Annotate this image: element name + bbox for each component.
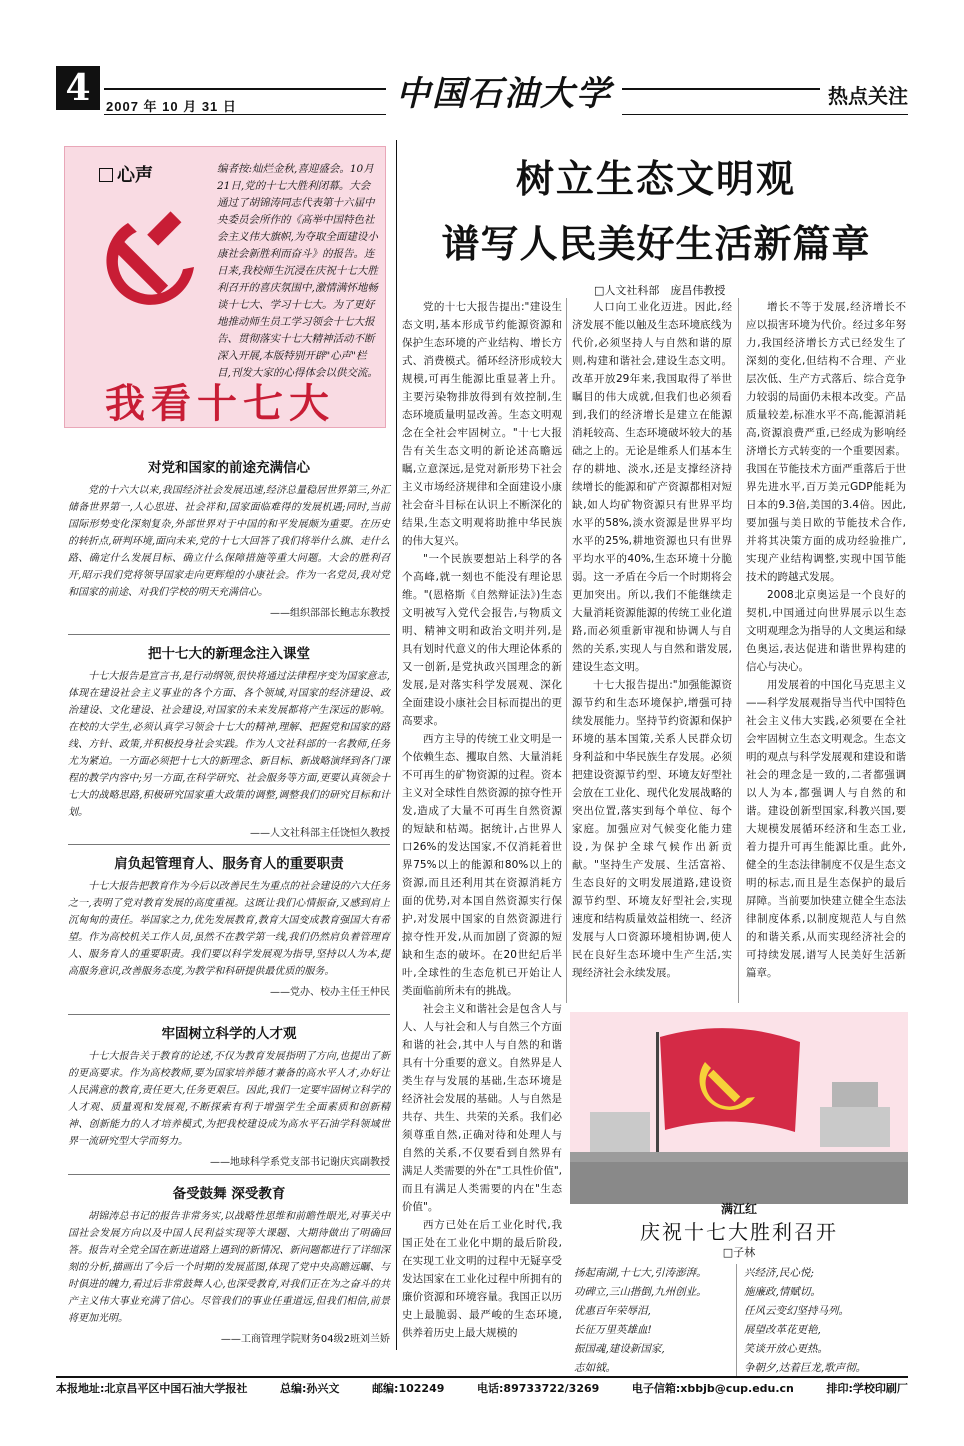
page-header (56, 66, 908, 122)
article-4 (68, 1022, 390, 1172)
issue-date: 2007 年 10 月 31 日 (106, 99, 237, 114)
article-body: 胡锦涛总书记的报告非常务实,以战略性思维和前瞻性眼光,对事关中国社会发展方向以及中国人民利益实现等大课题、大期待做出了明确回答。报告对全党全国在新进道路上遇到的新情况、新问题都进行了详细深刻的分析,描画出了今后一个时期的发展蓝图,体现了党中央高瞻远瞩、与时俱进的魄力,看过后非常鼓舞人心,也深受教育,对我们正在为之奋斗的共产主义伟大事业充满了信心。尽管我们的事业任重道远,但我们相信,前景将更加光明。 (68, 1211, 390, 1324)
column-name: 心声 (117, 165, 153, 186)
article-title: 备受鼓舞 深受教育 (172, 1186, 286, 1202)
poem-line: 优惠百年荣辱泪, (574, 1305, 651, 1317)
paragraph: 2008北京奥运是一个良好的契机,中国通过向世界展示以生态文明观理念为指导的人文奥运和绿色奥运,表达促进和谐世界构建的信心与决心。 (746, 589, 906, 673)
column-rule (396, 140, 397, 1350)
footer-rule (56, 1376, 908, 1378)
paragraph: 党的十七大报告提出:"建设生态文明,基本形成节约能源资源和保护生态环境的产业结构、增长方式、消费模式。循环经济形成较大规模,可再生能源比重显著上升。主要污染物排放得到有效控制,生态环境质量明显改善。生态文明观念在全社会牢固树立。"十七大报告有关生态文明的新论述高瞻远瞩,立意深远,是党对新形势下社会主义市场经济规律和全面建设小康社会奋斗目标在认识上不断深化的结果,生态文明观将助推中华民族的伟大复兴。 (402, 301, 562, 547)
hammer-sickle-icon (95, 201, 205, 311)
body-column-2 (572, 298, 732, 1003)
poem-lines-right (744, 1264, 866, 1378)
poem-line: 争朝夕,达着巨龙,歌声彻。 (744, 1362, 867, 1374)
section-tag: 热点关注 (820, 80, 908, 109)
paragraph: "一个民族要想站上科学的各个高峰,就一刻也不能没有理论思维。"(恩格斯《自然辩证法》)生态文明被写入党代会报告,与物质文明、精神文明和政治文明并列,是具有划时代意义的伟大理论体系的又一创新,是党执政兴国理念的新发展,是对落实科学发展观、深化全面建设小康社会目标而提出的更高要求。 (402, 553, 562, 727)
paragraph: 用发展着的中国化马克思主义——科学发展观指导当代中国特色社会主义伟大实践,必须要在全社会牢固树立生态文明观念。生态文明的观点与科学发展观和建设和谐社会的理念是一致的,二者都强调以人为本,都强调人与自然的和谐。建设创新型国家,科教兴国,要大规模发展循环经济和生态工业,着力提升可再生能源比重。此外,健全的生态法律制度不仅是生态文明的标志,而且是生态保护的最后屏障。当前要加快建立健全生态法律制度体系,以制度规范人与自然的和谐关系,从而实现经济社会的可持续发展,谱写人民美好生活新篇章。 (746, 679, 906, 979)
article-body: 十七大报告把教育作为今后以改善民生为重点的社会建设的六大任务之一,表明了党对教育发展的高度重视。这既让我们心情振奋,又感到肩上沉甸甸的责任。举国家之力,优先发展教育,教育大国变成教育强国大有希望。作为高校机关工作人员,虽然不在教学第一线,我们仍然肩负着管理育人、服务育人的重要职责。我们要以科学发展观为指导,坚持以人为本,提高服务意识,改善服务态度,为教学和科研提供最优质的服务。 (68, 881, 390, 977)
article-title: 牢固树立科学的人才观 (161, 1026, 297, 1042)
masthead: 中国石油大学 (386, 66, 622, 115)
article-3 (68, 852, 390, 1002)
poem-author: □子林 (722, 1246, 756, 1259)
article-signature: ——地球科学系党支部书记谢庆宾副教授 (210, 1157, 390, 1168)
page-footer (56, 1380, 908, 1396)
poem-line: 志如钺。 (574, 1362, 616, 1374)
feature-title: 我看十七大 (105, 380, 335, 427)
column-title (99, 161, 153, 187)
editor-note: 编者按:灿烂金秋,喜迎盛会。10月21日,党的十七大胜利闭幕。大会通过了胡锦涛同志代表第十六届中央委员会所作的《高举中国特色社会主义伟大旗帜,为夺取全面建设小康社会新胜利而奋斗》的报告。连日来,我校师生沉浸在庆祝十七大胜利召开的喜庆氛围中,激情满怀地畅谈十七大、学习十七大。为了更好地推动师生员工学习领会十七大报告、贯彻落实十七大精神活动不断深入开展,本版特别开辟"心声"栏目,刊发大家的心得体会以供交流。 (217, 163, 378, 379)
paragraph: 增长不等于发展,经济增长不应以损害环境为代价。经过多年努力,我国经济增长方式已经发生了深刻的变化,但结构不合理、产业层次低、生产方式落后、综合竞争力较弱的局面仍未根本改变。产品质量较差,标准水平不高,能源消耗高,资源浪费严重,已经成为影响经济增长方式转变的一个重要因素。我国在节能技术方面严重落后于世界先进水平,百万美元GDP能耗为日本的9.3倍,美国的3.4倍。因此,要加强与美日欧的节能技术合作,并将其决策方面的成功经验推广,实现产业结构调整,实现中国节能技术的跨越式发展。 (746, 301, 906, 583)
footer-postcode: 邮编:102249 (372, 1382, 445, 1395)
paragraph: 社会主义和谐社会是包含人与人、人与社会和人与自然三个方面和谐的社会,其中人与自然的和谐具有十分重要的意义。自然界是人类生存与发展的基础,生态环境是经济社会发展的基础。人与自然是共存、共生、共荣的关系。我们必须尊重自然,正确对待和处理人与自然的关系,不仅要看到自然界有满足人类需要的外在"工具性价值",而且有满足人类需要的内在"生态价值"。 (402, 1003, 562, 1213)
poem-line: 扬起南湖,十七大,引涛澎湃。 (574, 1267, 707, 1279)
paragraph: 西方主导的传统工业文明是一个依赖生态、攫取自然、大量消耗不可再生的矿物资源的过程。资本主义对全球性自然资源的掠夺性开发,造成了大量不可再生自然资源的短缺和枯竭。据统计,占世界人口26%的发达国家,不仅消耗着世界75%以上的能源和80%以上的资源,而且还利用其在资源消耗方面的优势,对本国自然资源实行保护,对发展中国家的自然资源进行掠夺性开发,从而加剧了资源的短缺和生态的破坏。在20世纪后半叶,全球性的生态危机已开始让人类面临前所未有的挑战。 (402, 733, 562, 997)
left-column (56, 140, 394, 1350)
article-title: 对党和国家的前途充满信心 (148, 460, 310, 476)
poem-lines-left (574, 1264, 707, 1378)
body-column-3 (746, 298, 906, 1003)
article-signature: ——组织部部长鲍志东教授 (270, 608, 390, 619)
poem-line: 任风云变幻坚持马列。 (744, 1305, 849, 1317)
poem-line: 笑谈开放心更热。 (744, 1343, 828, 1355)
article-divider (68, 1174, 390, 1175)
paragraph: 十七大报告提出:"加强能源资源节约和生态环境保护,增强可持续发展能力。坚持节约资源和保护环境的基本国策,关系人民群众切身利益和中华民族生存发展。必须把建设资源节约型、环境友好型社会放在工业化、现代化发展战略的突出位置,落实到每个单位、每个家庭。加强应对气候变化能力建设,为保护全球气候作出新贡献。"坚持生产发展、生活富裕、生态良好的文明发展道路,建设资源节约型、环境友好型社会,实现速度和结构质量效益相统一、经济发展与人口资源环境相协调,使人民在良好生态环境中生产生活,实现经济社会永续发展。 (572, 679, 732, 979)
article-divider (68, 844, 390, 845)
article-title: 把十七大的新理念注入课堂 (148, 646, 310, 662)
article-body: 十七大报告是宣言书,是行动纲领,很快将通过法律程序变为国家意志,体现在建设社会主义事业的各个方面、各个领域,对国家的经济建设、政治建设、文化建设、社会建设,对国家的未来发展都将产生深远的影响。在校的大学生,必须认真学习领会十七大的精神,理解、把握党和国家的路线、方针、政策,并积极投身社会实践。作为人文社科部的一名教师,任务尤为紧迫。一方面必须把十七大的新理念、新目标、新战略演绎到各门课程的教学内容中;另一方面,在科学研究、社会服务等方面,更要认真领会十七大的战略思路,积极研究国家重大政策的调整,调整我们的研究目标和计划。 (68, 671, 390, 818)
article-signature: ——党办、校办主任王仲民 (270, 987, 390, 998)
body-column-1 (402, 298, 562, 1373)
paragraph: 人口向工业化迈进。因此,经济发展不能以触及生态环境底线为代价,必须坚持人与自然和谐的原则,构建和谐社会,建设生态文明。改革开放29年来,我国取得了举世瞩目的伟大成就,但我们也必须看到,我们的经济增长是建立在能源消耗较高、生态环境破坏较大的基础之上的。无论是维系人们基本生存的耕地、淡水,还是支撑经济持续增长的能源和矿产资源都相对短缺,如人均矿物资源只有世界平均水平的58%,淡水资源是世界平均水平的25%,耕地资源也只有世界平均水平的40%,生态环境十分脆弱。这一矛盾在今后一个时期将会更加突出。所以,我们不能继续走大量消耗资源能源的传统工业化道路,而必须重新审视和协调人与自然的关系,实现人与自然和谐发展,建设生态文明。 (572, 301, 732, 673)
poem-line: 展望改革花更艳, (744, 1324, 821, 1336)
poem-divider (736, 1264, 737, 1376)
article-1 (68, 456, 390, 623)
poem-line: 功碑立,三山揩倒,九州创业。 (574, 1286, 707, 1298)
feature-box (64, 146, 386, 428)
column-divider (738, 298, 739, 1003)
article-2 (68, 642, 390, 843)
article-body: 十七大报告关于教育的论述,不仅为教育发展指明了方向,也提出了新的更高要求。作为高校教师,要为国家培养德才兼备的高水平人才,办好让人民满意的教育,责任更大,任务更艰巨。因此,我们一定要牢固树立科学的人才观、质量观和发展观,不断探索有利于增强学生全面素质和创新精神、创新能力的人才培养模式,为把我校建设成为高水平石油学科领域世界一流研究型大学而努力。 (68, 1051, 390, 1147)
column-divider (566, 298, 567, 1003)
poem-form: 满江红 (720, 1202, 757, 1216)
article-signature: ——工商管理学院财务04级2班刘兰娇 (220, 1334, 390, 1345)
byline: □人文社科部 庞昌伟教授 (594, 284, 726, 297)
article-body: 党的十六大以来,我国经济社会发展迅速,经济总量稳居世界第三,外汇储备世界第一,人心思进、社会祥和,国家面临难得的发展机遇;同时,当前国际形势变化深刻复杂,外部世界对于中国的和平发展颇为重要。在历史的转折点,研判环境,面向未来,党的十七大回答了我们将举什么旗、走什么路、确定什么发展目标、确立什么保障措施等重大问题。大会的胜利召开,昭示我们党将领导国家走向更辉煌的小康社会。作为一名党员,我对党和国家的前途、对我们学校的明天充满信心。 (68, 485, 390, 598)
main-headline (404, 140, 908, 268)
headline-line-2: 谱写人民美好生活新篇章 (441, 222, 871, 266)
paragraph: 西方已处在后工业化时代,我国正处在工业化中期的最后阶段,在实现工业文明的过程中无疑享受发达国家在工业化过程中所拥有的廉价资源和环境容量。我国正以历史上最脆弱、最严峻的生态环境,供养着历史上最大规模的 (402, 1219, 562, 1339)
page-number: 4 (56, 66, 100, 110)
poem-line: 振国魂,建设新国家, (574, 1343, 665, 1355)
flag-and-crowd-icon (570, 1012, 908, 1204)
article-signature: ——人文社科部主任饶恒久教授 (250, 828, 390, 839)
celebration-illustration (570, 1012, 908, 1204)
headline-line-1: 树立生态文明观 (515, 157, 796, 201)
article-divider (68, 634, 390, 635)
footer-phone: 电话:89733722/3269 (477, 1382, 600, 1395)
article-5 (68, 1182, 390, 1349)
footer-address: 本报地址:北京昌平区中国石油大学报社 (56, 1382, 248, 1395)
article-divider (68, 1014, 390, 1015)
poem-line: 长征万里英雄血! (574, 1324, 652, 1336)
box-glyph (99, 168, 113, 182)
article-title: 肩负起管理育人、服务育人的重要职责 (114, 856, 344, 872)
poem-line: 兴经济,民心悦; (744, 1267, 814, 1279)
footer-typeset: 排印:学校印刷厂 (826, 1382, 908, 1395)
poem-title: 庆祝十七大胜利召开 (640, 1220, 838, 1244)
footer-editor: 总编:孙兴文 (280, 1382, 340, 1395)
poem-line: 施廉政,情赋切。 (744, 1286, 821, 1298)
footer-email: 电子信箱:xbbjb@cup.edu.cn (631, 1382, 794, 1395)
